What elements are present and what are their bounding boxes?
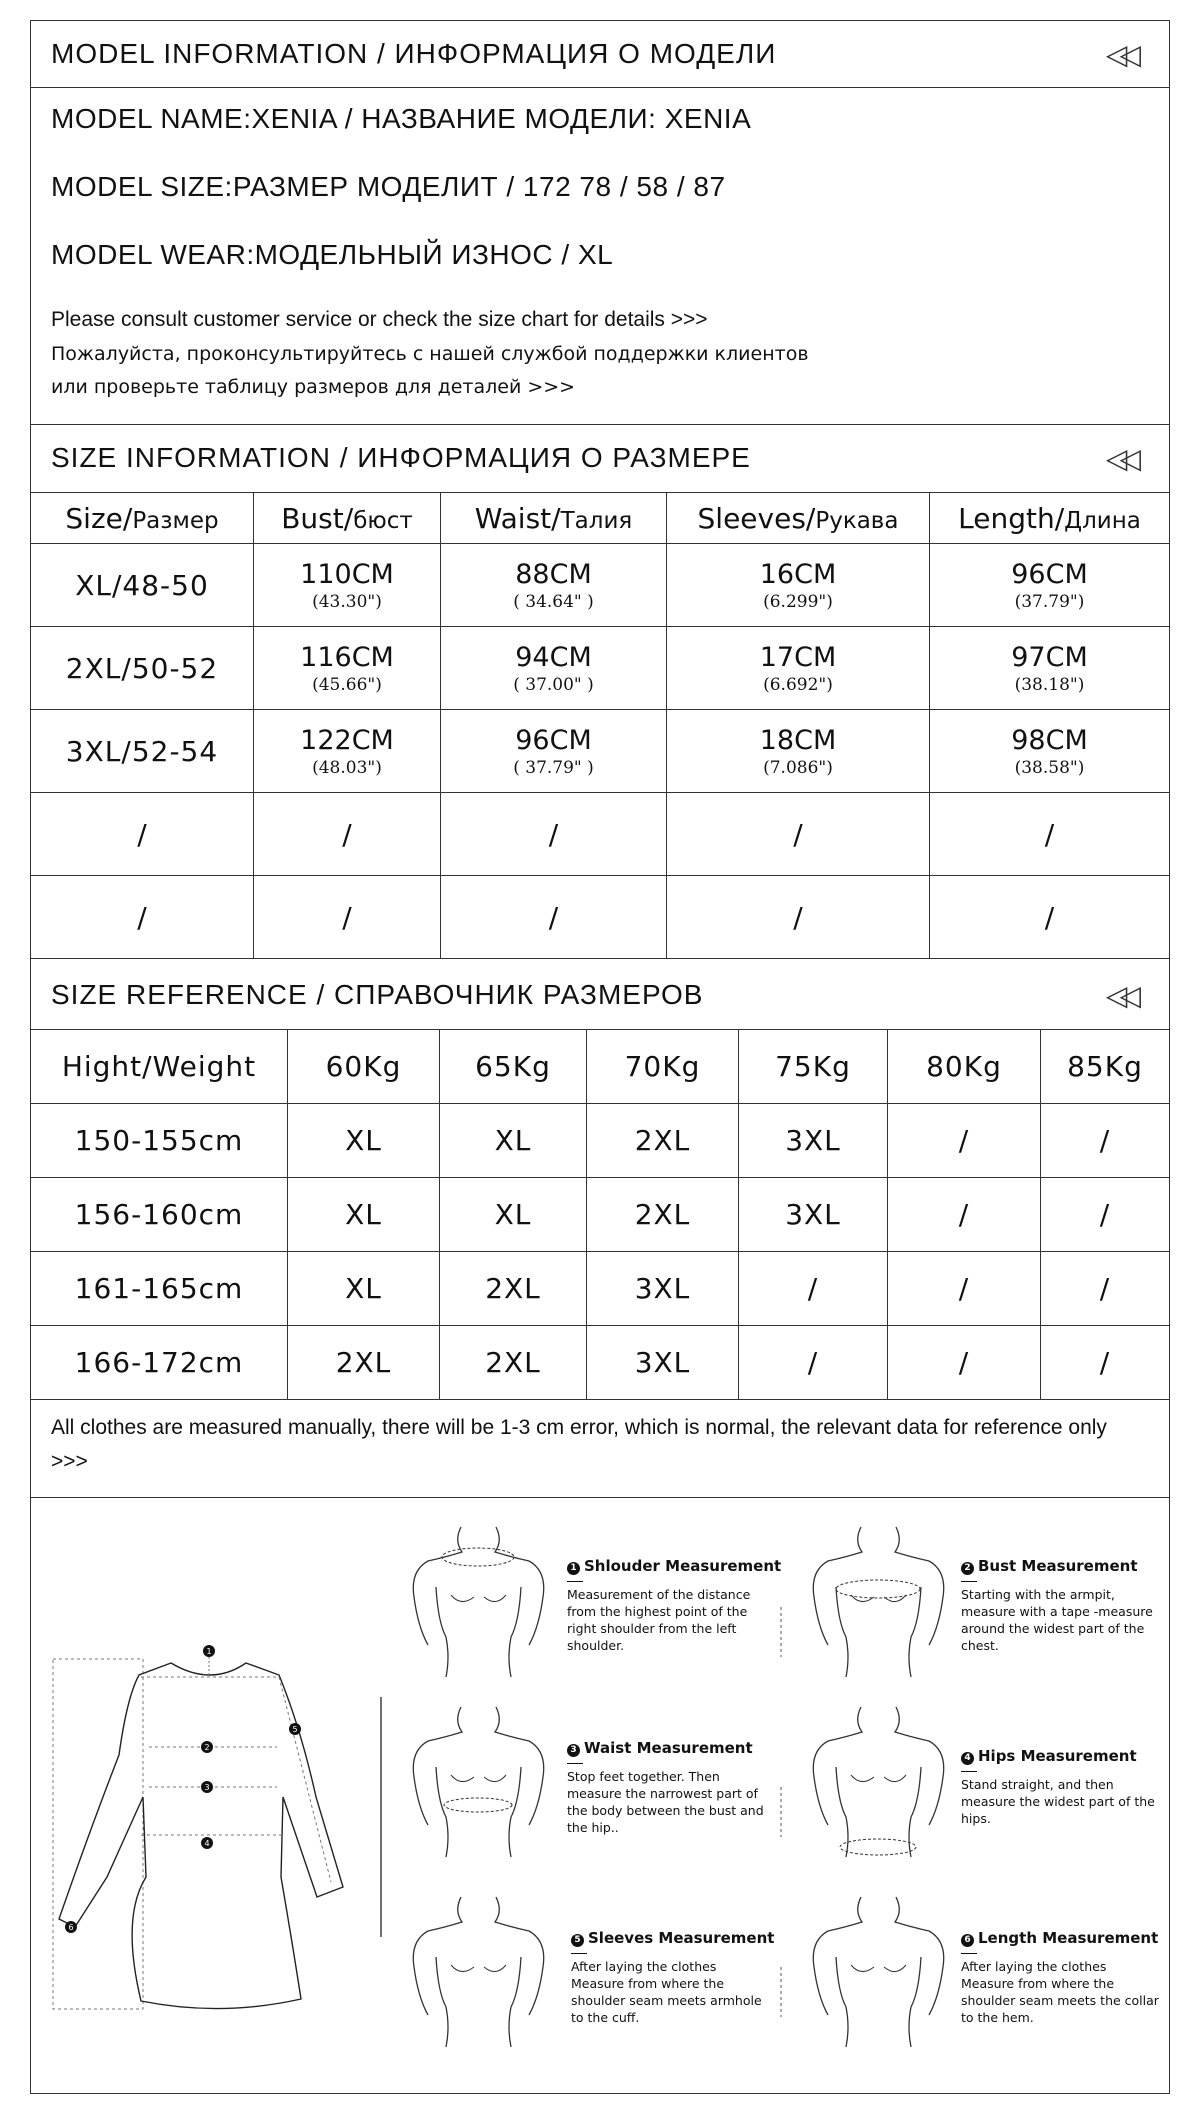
bust-cm: 122CM [300,724,394,756]
measurement-number-icon: 6 [961,1934,974,1947]
measurement-description: Starting with the armpit, measure with a tape -measure around the widest part of the chest. [961,1587,1153,1653]
bust-cell [254,710,441,793]
size-row-empty [31,876,1170,959]
measurement-6 [961,1929,1161,2026]
waist-cell [441,544,667,627]
measurement-description: Stand straight, and then measure the widest part of the hips. [961,1777,1155,1826]
size-col-header-ru: Талия [560,507,633,534]
size-col-header-en: Length/ [958,501,1065,535]
sleeves-cell [667,627,930,710]
svg-text:6: 6 [68,1923,74,1932]
body-figure-waist [406,1707,551,1857]
size-info-title: SIZE INFORMATION / ИНФОРМАЦИЯ О РАЗМЕРЕ [51,442,751,473]
empty-cell: / [31,793,254,876]
ref-col-header: 75Kg [739,1030,888,1104]
ref-size: / [1041,1178,1170,1252]
bust-cell [254,627,441,710]
body-figure-hips [806,1707,951,1867]
ref-size: 2XL [587,1178,739,1252]
title-underline [961,1581,977,1582]
ref-size: 3XL [587,1252,739,1326]
bust-cm: 116CM [300,641,394,673]
bust-inch: (48.03") [312,757,382,778]
collapse-arrow-icon: ◁◁ [1105,442,1133,474]
ref-row [31,1252,1170,1326]
ref-size: XL [288,1104,440,1178]
ref-row [31,1326,1170,1400]
ref-size: 3XL [739,1178,888,1252]
waist-inch: ( 37.79" ) [513,757,594,778]
bust-inch: (43.30") [312,591,382,612]
measurement-title [571,1929,774,1947]
measurement-title [961,1747,1161,1765]
size-label: 2XL/50-52 [31,627,254,710]
collapse-arrow-icon: ◁◁ [1105,38,1133,70]
length-cell [930,627,1170,710]
measurement-description: Measurement of the distance from the highest point of the right shoulder from the left shoulder. [567,1587,751,1653]
ref-size: / [888,1252,1041,1326]
title-underline [567,1581,583,1582]
dress-marker-2 [201,1741,213,1753]
sleeves-cell [667,710,930,793]
ref-col-header: 65Kg [440,1030,587,1104]
ref-col-header: Hight/Weight [31,1030,288,1104]
empty-cell: / [254,876,441,959]
title-underline [571,1953,587,1954]
measurement-description: Stop feet together. Then measure the narrowest part of the body between the bust and the hip.. [567,1769,764,1835]
measurement-number-icon: 4 [961,1752,974,1765]
sleeves-inch: (6.692") [763,674,833,695]
ref-size: 2XL [288,1326,440,1400]
model-size-line: MODEL SIZE:РАЗМЕР МОДЕЛИТ / 172 78 / 58 / 87 [51,171,726,202]
ref-size: XL [440,1104,587,1178]
size-reference-title: SIZE REFERENCE / СПРАВОЧНИК РАЗМЕРОВ [51,979,704,1010]
size-col-header-ru: Длина [1064,507,1141,534]
empty-cell: / [667,793,930,876]
model-wear-line: MODEL WEAR:МОДЕЛЬНЫЙ ИЗНОС / XL [51,239,614,270]
consult-text-ru-1: Пожалуйста, проконсультируйтесь с нашей службой поддержки клиентов [51,343,809,365]
ref-size: / [1041,1252,1170,1326]
measurement-title-text: Length Measurement [978,1929,1159,1947]
size-info-table [30,492,1170,959]
waist-cell [441,710,667,793]
ref-col-header: 80Kg [888,1030,1041,1104]
bust-cell [254,544,441,627]
measurement-description: After laying the clothes Measure from where the shoulder seam meets armhole to the cuff. [571,1959,762,2025]
ref-col-header: 60Kg [288,1030,440,1104]
ref-size: / [739,1252,888,1326]
waist-cell [441,627,667,710]
size-col-header [31,493,254,544]
sleeves-inch: (7.086") [763,757,833,778]
size-label: 3XL/52-54 [31,710,254,793]
size-reference-header [31,961,1169,1029]
size-guide-frame [30,20,1170,2094]
length-cm: 97CM [1011,641,1088,673]
ref-size: XL [288,1252,440,1326]
size-col-header [930,493,1170,544]
empty-cell: / [441,793,667,876]
size-info-table-wrap [31,492,1169,959]
ref-size: 2XL [440,1326,587,1400]
body-figure-sleeves [406,1897,551,2047]
consult-text-ru-2: или проверьте таблицу размеров для деталей >>> [51,376,576,398]
model-name-line: MODEL NAME:XENIA / НАЗВАНИЕ МОДЕЛИ: XENIA [51,103,752,134]
empty-cell: / [254,793,441,876]
ref-height: 150-155cm [31,1104,288,1178]
ref-height: 161-165cm [31,1252,288,1326]
ref-size: / [1041,1326,1170,1400]
ref-height: 156-160cm [31,1178,288,1252]
size-row [31,627,1170,710]
size-col-header-en: Waist/ [474,501,561,535]
measurement-note: All clothes are measured manually, there will be 1-3 cm error, which is normal, the relevant data for reference only >>> [51,1416,1107,1473]
size-row [31,710,1170,793]
dress-marker-4 [201,1837,213,1849]
measurement-2 [961,1557,1161,1654]
measurement-5 [571,1929,774,2026]
length-inch: (38.58") [1014,757,1085,778]
sleeves-cm: 16CM [759,558,837,590]
model-info-header [31,21,1169,87]
ref-row [31,1104,1170,1178]
measurement-title-text: Hips Measurement [978,1747,1137,1765]
svg-text:4: 4 [204,1839,210,1848]
sleeves-cm: 18CM [759,724,837,756]
dress-marker-5 [289,1723,301,1735]
size-col-header-ru: Рукава [815,507,899,534]
ref-size: / [739,1326,888,1400]
measurement-title-text: Bust Measurement [978,1557,1138,1575]
ref-size: XL [440,1178,587,1252]
ref-size: 2XL [587,1104,739,1178]
measurement-1 [567,1557,781,1654]
measurement-title-text: Sleeves Measurement [588,1929,775,1947]
waist-inch: ( 34.64" ) [513,591,594,612]
length-cm: 96CM [1011,558,1088,590]
size-col-header [441,493,667,544]
body-figure-shoulder [406,1527,551,1677]
ref-size: / [888,1178,1041,1252]
size-reference-table-wrap [31,1029,1169,1400]
ref-row [31,1178,1170,1252]
empty-cell: / [441,876,667,959]
size-label: XL/48-50 [31,544,254,627]
waist-cm: 96CM [515,724,592,756]
ref-size: 3XL [739,1104,888,1178]
ref-size: XL [288,1178,440,1252]
ref-size: / [1041,1104,1170,1178]
size-col-header-en: Sleeves/ [697,501,816,535]
size-col-header [254,493,441,544]
dress-marker-6 [65,1921,77,1933]
measurement-3 [567,1739,767,1836]
empty-cell: / [31,876,254,959]
length-inch: (37.79") [1014,591,1085,612]
empty-cell: / [667,876,930,959]
ref-col-header: 85Kg [1041,1030,1170,1104]
dress-marker-1 [203,1645,215,1657]
measurement-number-icon: 3 [567,1744,580,1757]
ref-size: / [888,1104,1041,1178]
measurement-title-text: Shlouder Measurement [584,1557,782,1575]
bust-cm: 110CM [300,558,394,590]
svg-text:3: 3 [204,1783,210,1792]
size-row [31,544,1170,627]
measurement-number-icon: 2 [961,1562,974,1575]
ref-size: 2XL [440,1252,587,1326]
collapse-arrow-icon: ◁◁ [1105,979,1133,1011]
measurement-number-icon: 1 [567,1562,580,1575]
measurement-description: After laying the clothes Measure from where the shoulder seam meets the collar to the hem. [961,1959,1159,2025]
size-info-header [31,424,1169,492]
empty-cell: / [930,793,1170,876]
waist-cm: 94CM [515,641,592,673]
title-underline [961,1771,977,1772]
measurement-guide [31,1497,1169,2093]
size-col-header-en: Bust/ [281,501,354,535]
sleeves-cm: 17CM [759,641,837,673]
body-figure-length [806,1897,951,2047]
empty-cell: / [930,876,1170,959]
measurement-title [961,1929,1161,1947]
title-underline [961,1953,977,1954]
measurement-title [567,1557,781,1575]
ref-col-header: 70Kg [587,1030,739,1104]
svg-text:2: 2 [204,1743,210,1752]
measurement-title [567,1739,767,1757]
ref-size: / [888,1326,1041,1400]
ref-size: 3XL [587,1326,739,1400]
measurement-number-icon: 5 [571,1934,584,1947]
length-cell [930,710,1170,793]
size-row-empty [31,793,1170,876]
length-cm: 98CM [1011,724,1088,756]
size-col-header-en: Size/ [65,501,133,535]
sleeves-inch: (6.299") [763,591,833,612]
model-info-title: MODEL INFORMATION / ИНФОРМАЦИЯ О МОДЕЛИ [51,38,777,69]
dress-diagram [31,1497,391,2057]
svg-text:5: 5 [292,1725,298,1734]
dress-marker-3 [201,1781,213,1793]
size-col-header-ru: Размер [132,507,219,534]
length-inch: (38.18") [1014,674,1085,695]
size-reference-table [30,1029,1170,1400]
measurement-title [961,1557,1161,1575]
size-col-header-ru: бюст [353,507,413,534]
sleeves-cell [667,544,930,627]
body-figure-bust [806,1527,951,1677]
waist-inch: ( 37.00" ) [513,674,594,695]
length-cell [930,544,1170,627]
waist-cm: 88CM [515,558,592,590]
ref-height: 166-172cm [31,1326,288,1400]
measurement-4 [961,1747,1161,1827]
svg-text:1: 1 [206,1647,212,1656]
size-col-header [667,493,930,544]
measurement-title-text: Waist Measurement [584,1739,753,1757]
bust-inch: (45.66") [312,674,382,695]
title-underline [567,1763,583,1764]
consult-text-en: Please consult customer service or check the size chart for details >>> [51,308,708,331]
